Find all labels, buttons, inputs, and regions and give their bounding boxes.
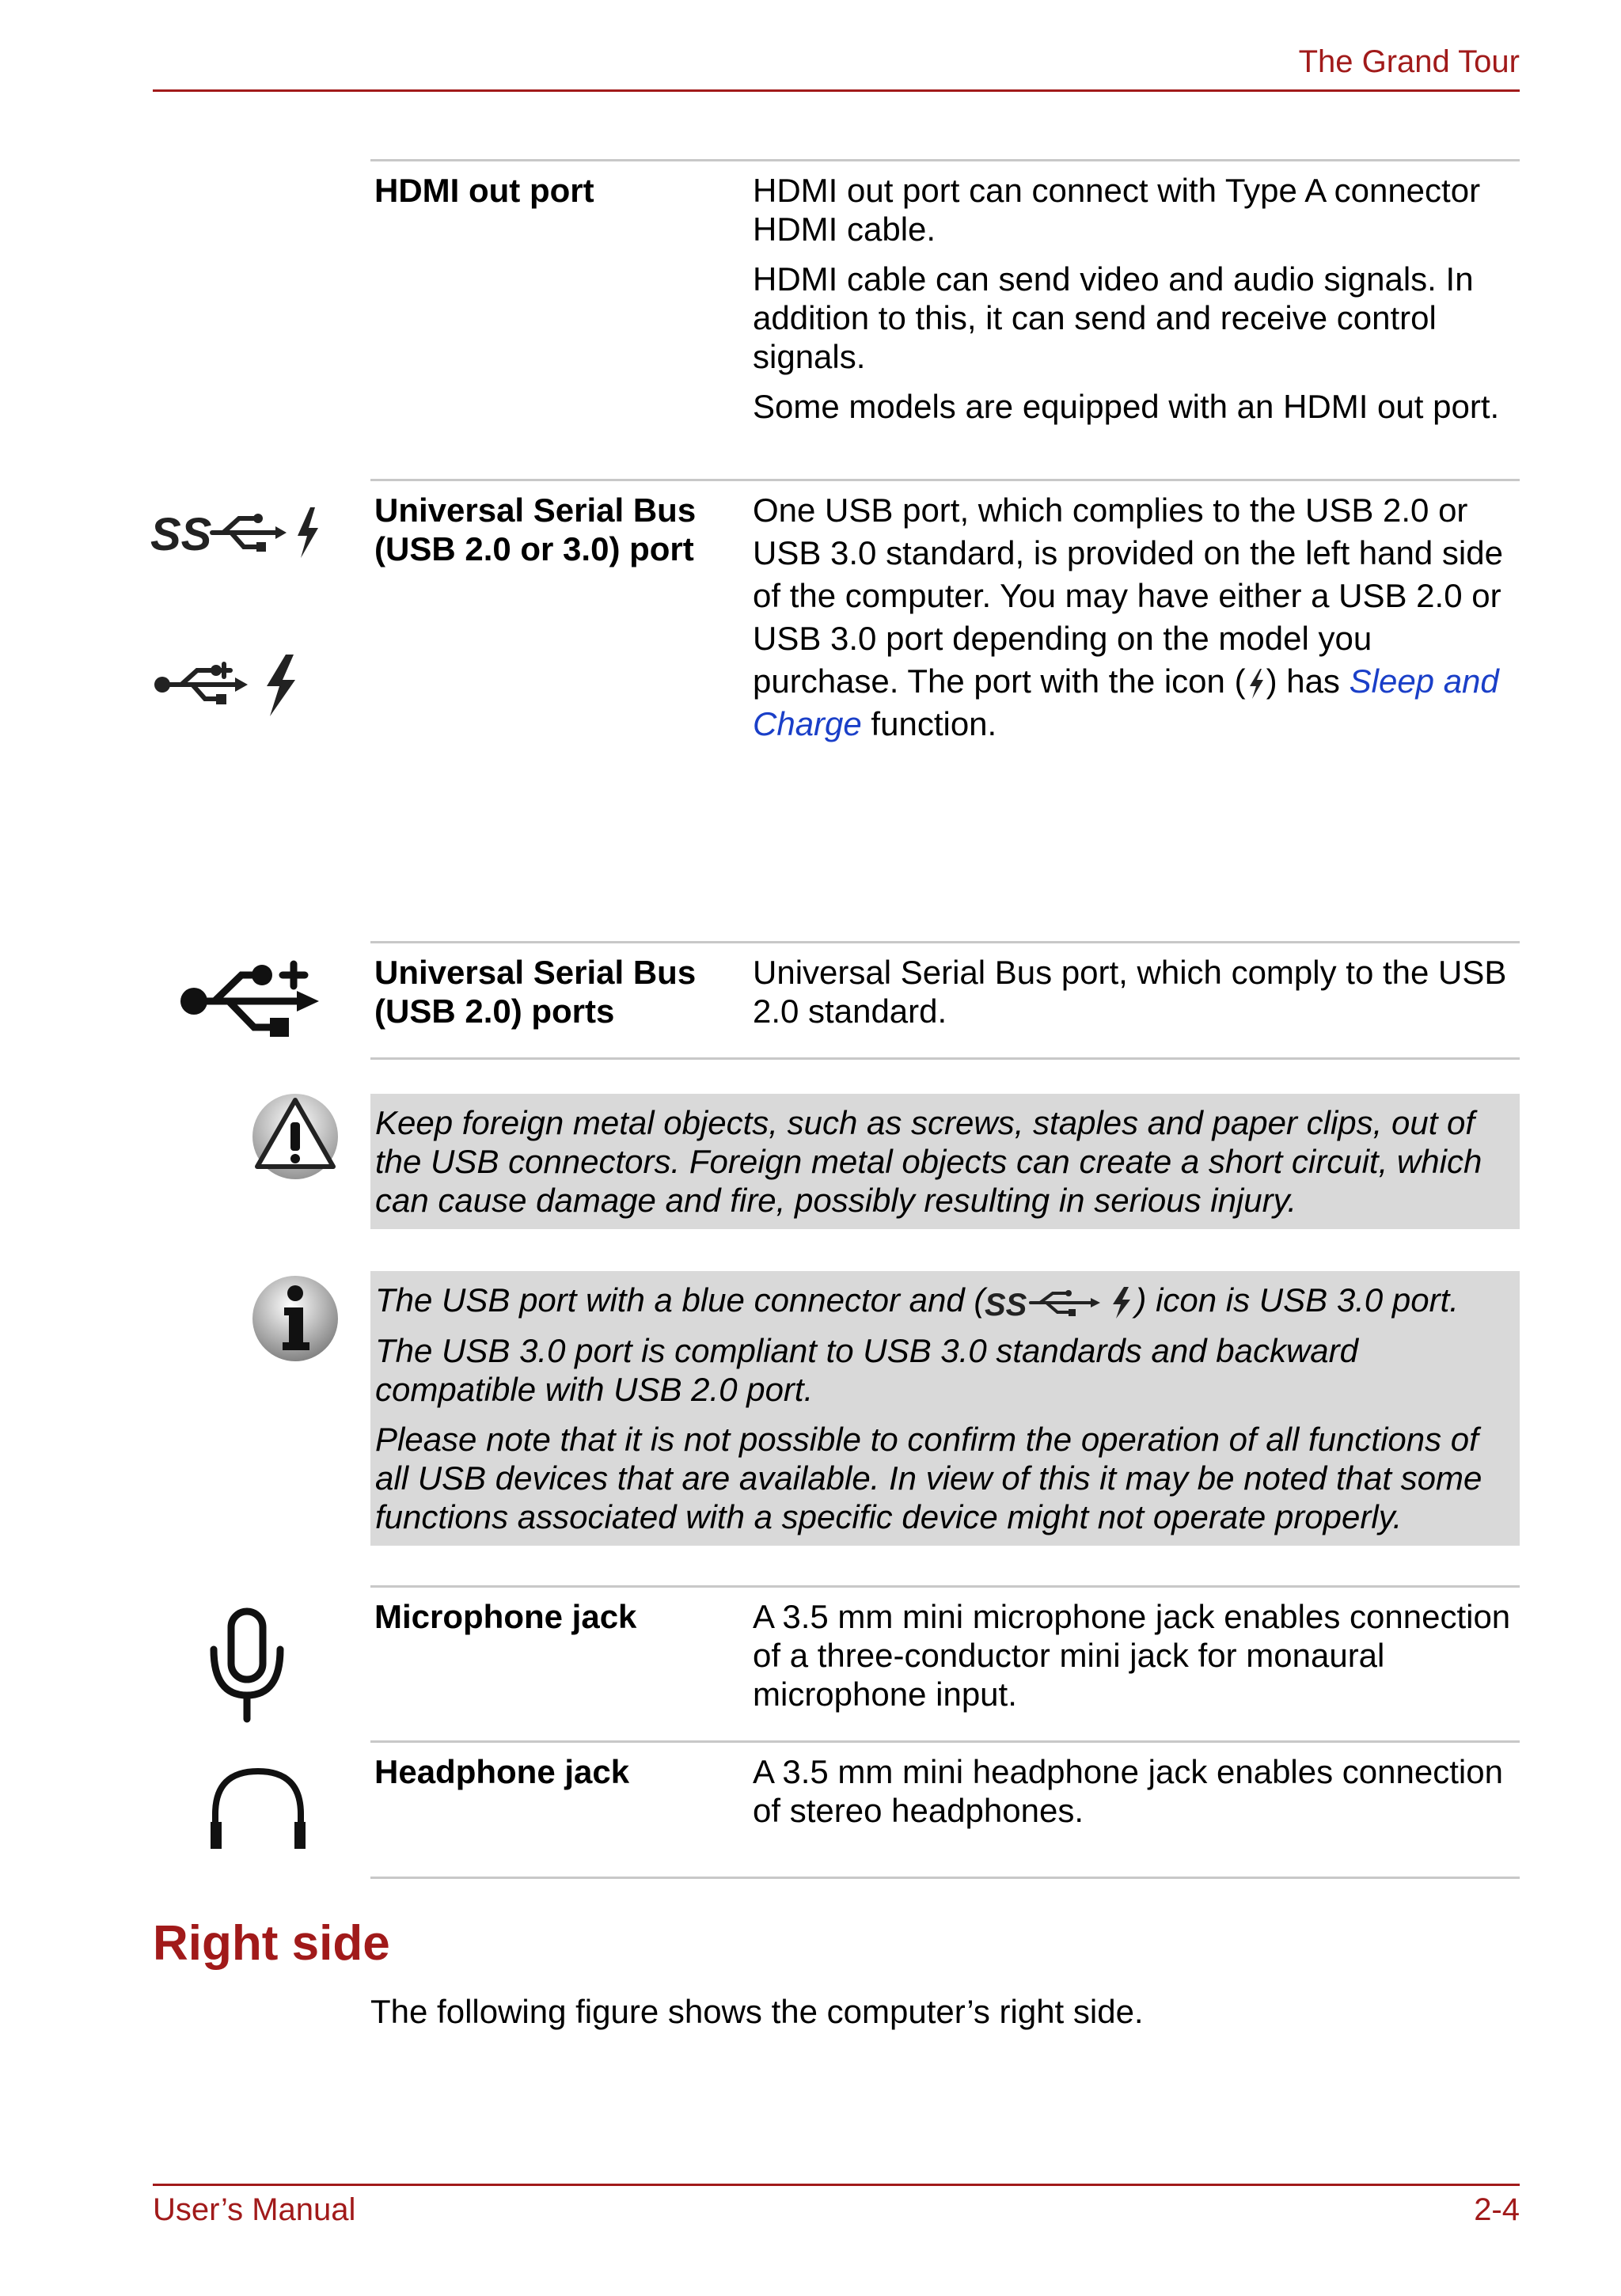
sleep-and-charge-link[interactable]: Sleep and Charge (753, 662, 1499, 742)
warning-triangle-icon (251, 1092, 340, 1181)
desc-hdmi-out-port (753, 171, 1513, 437)
table-rule (370, 159, 1520, 161)
running-header: The Grand Tour (1298, 44, 1520, 79)
term-usb-2-ports: Universal Serial Bus (USB 2.0) ports (374, 954, 697, 1030)
microphone-icon (207, 1607, 287, 1725)
desc-text: function. (861, 705, 997, 742)
desc-microphone-jack (753, 1597, 1513, 1725)
desc-paragraph: Universal Serial Bus port, which comply to the USB 2.0 standard. (753, 954, 1507, 1030)
desc-usb-2-or-3-port (753, 489, 1513, 746)
page-number: 2-4 (1474, 2192, 1520, 2227)
term-headphone-jack: Headphone jack (374, 1753, 630, 1790)
table-rule (370, 1877, 1520, 1879)
footer-title: User’s Manual (153, 2192, 356, 2227)
term-microphone-jack: Microphone jack (374, 1598, 637, 1635)
desc-text: ) has (1266, 662, 1350, 700)
usb2-sleep-and-charge-icon (153, 653, 303, 716)
desc-paragraph: A 3.5 mm mini microphone jack enables connection of a three-conductor mini jack for monaural microphone input. (753, 1598, 1511, 1713)
table-rule (370, 479, 1520, 481)
desc-usb-2-ports (753, 953, 1513, 1042)
ss-label: SS (150, 509, 212, 560)
info-note (370, 1271, 1520, 1546)
table-rule (370, 1585, 1520, 1588)
warning-text: Keep foreign metal objects, such as screws, staples and paper clips, out of the USB connectors. Foreign metal objects can create a short circuit, which can cause damage and fire, possibly resulting in serious injury. (375, 1104, 1482, 1219)
info-text: ) icon is USB 3.0 port. (1135, 1281, 1459, 1319)
info-icon (251, 1274, 340, 1363)
section-title: Right side (153, 1916, 390, 1971)
ss-label: SS (985, 1287, 1027, 1320)
desc-paragraph: A 3.5 mm mini headphone jack enables connection of stereo headphones. (753, 1753, 1503, 1829)
headphone-icon (207, 1765, 309, 1852)
usb3-sleep-and-charge-inline-icon (985, 1285, 1135, 1320)
table-rule (370, 1057, 1520, 1060)
table-rule (370, 941, 1520, 943)
header-rule (153, 89, 1520, 92)
info-text: The USB port with a blue connector and ( (375, 1281, 985, 1319)
table-rule (370, 1740, 1520, 1743)
footer-rule (153, 2184, 1520, 2186)
sleep-and-charge-bolt-icon (1246, 667, 1266, 700)
term-usb-2-or-3-port: Universal Serial Bus (USB 2.0 or 3.0) port (374, 491, 697, 567)
desc-headphone-jack (753, 1752, 1513, 1841)
info-line-3: Please note that it is not possible to confirm the operation of all functions of all USB devices that are available. In view of this it may be noted that some functions associated with a specific device might not operate properly. (375, 1420, 1482, 1535)
desc-paragraph: HDMI cable can send video and audio signals. In addition to this, it can send and receive control signals. (753, 260, 1474, 375)
info-line-2: The USB 3.0 port is compliant to USB 3.0 standards and backward compatible with USB 2.0 port. (375, 1331, 1358, 1408)
info-line-1 (375, 1281, 1512, 1320)
desc-paragraph: HDMI out port can connect with Type A connector HDMI cable. (753, 172, 1481, 248)
usb-icon (178, 958, 328, 1045)
desc-paragraph: Some models are equipped with an HDMI out port. (753, 388, 1500, 425)
desc-text: One USB port, which complies to the USB 2.0 or USB 3.0 standard, is provided on the left hand side of the computer. You may have either a USB 2.0 or USB 3.0 port depending on the model you purchase. The port with the icon ( (753, 491, 1503, 700)
warning-note (370, 1094, 1520, 1229)
term-hdmi-out-port: HDMI out port (374, 172, 594, 209)
section-intro: The following figure shows the computer’s right side. (370, 1993, 1144, 2030)
usb3-sleep-and-charge-icon (150, 501, 332, 564)
